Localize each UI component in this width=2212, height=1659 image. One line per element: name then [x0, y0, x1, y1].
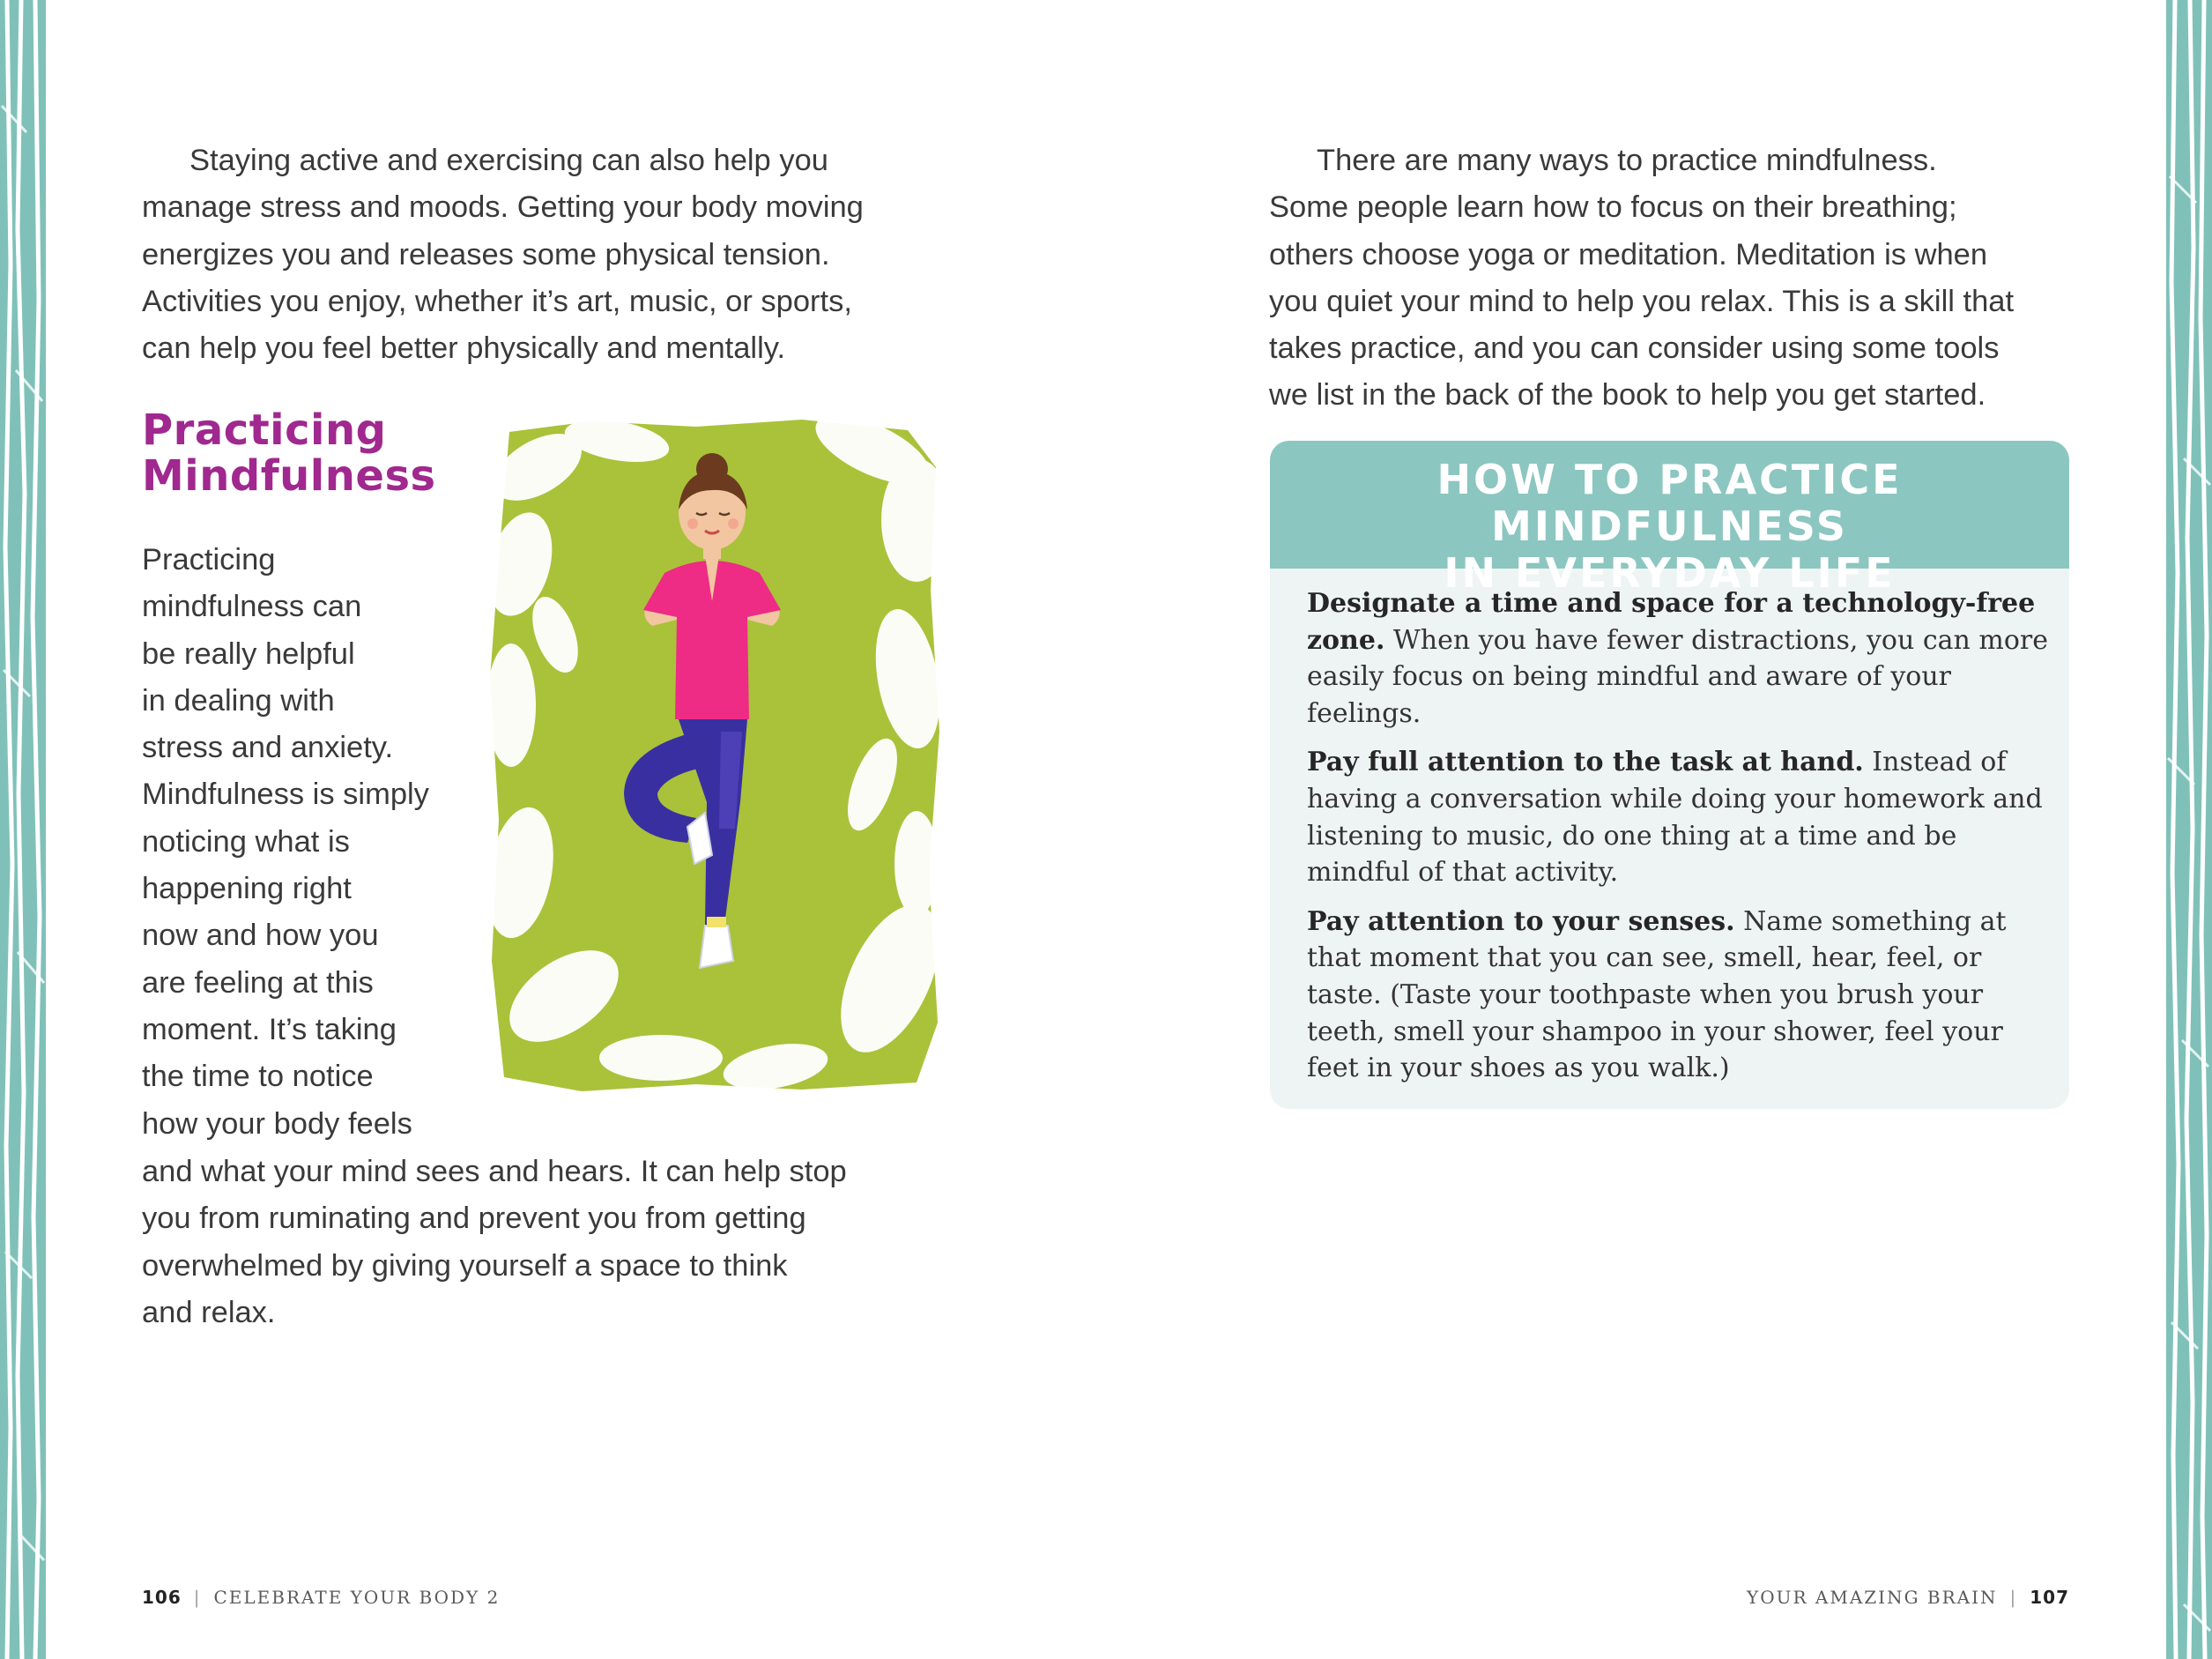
mindfulness-paragraph-wrapped	[142, 537, 494, 1148]
text-line: noticing what is	[142, 824, 350, 859]
text-line: Activities you enjoy, whether it’s art, music, or sports,	[142, 284, 852, 318]
text-line: and relax.	[142, 1295, 276, 1329]
callout-title	[1270, 441, 2069, 597]
page-number: 106	[142, 1587, 182, 1608]
text-line: you quiet your mind to help you relax. This is a skill that	[1269, 284, 2015, 318]
text-line: are feeling at this	[142, 965, 374, 1000]
text-line: you from ruminating and prevent you from getting	[142, 1201, 806, 1236]
callout-body	[1307, 585, 2052, 1099]
right-intro-paragraph	[1269, 138, 2097, 420]
folio-divider: |	[2009, 1587, 2018, 1608]
page-number: 107	[2030, 1587, 2069, 1608]
text-line: manage stress and moods. Getting your body moving	[142, 190, 864, 225]
heading-line: Practicing	[142, 405, 387, 455]
text-line: Some people learn how to focus on their breathing;	[1269, 190, 1957, 225]
text-line: be really helpful	[142, 636, 355, 671]
text-line: Staying active and exercising can also help you	[189, 144, 828, 177]
section-heading	[142, 407, 436, 499]
text-line: takes practice, and you can consider using some tools	[1269, 331, 2000, 366]
text-line: in dealing with	[142, 683, 335, 718]
callout-title-line: HOW TO PRACTICE MINDFULNESS	[1436, 456, 1903, 550]
tree-pose-girl-illustration	[485, 414, 943, 1093]
tip-text: Name something at that moment that you can see, smell, hear, feel, or taste. (Taste your toothpaste when you brush your teeth, smell your shampoo in your shower, feel your feet in your shoes as you walk.)	[1307, 905, 2007, 1084]
text-line: the time to notice	[142, 1060, 374, 1094]
text-line: how your body feels	[142, 1106, 412, 1141]
running-head: CELEBRATE YOUR BODY 2	[213, 1587, 501, 1608]
tip-item	[1307, 585, 2052, 732]
text-line: energizes you and releases some physical tension.	[142, 237, 830, 272]
text-line: Practicing	[142, 543, 276, 577]
tip-lead: Pay attention to your senses.	[1307, 905, 1735, 937]
text-line: stress and anxiety.	[142, 731, 394, 765]
text-line: can help you feel better physically and mentally.	[142, 331, 786, 366]
running-head: YOUR AMAZING BRAIN	[1747, 1587, 1998, 1608]
tip-lead: Designate a time and space for a technology-free zone.	[1307, 588, 2036, 656]
text-line: others choose yoga or meditation. Meditation is when	[1269, 237, 1988, 272]
text-line: we list in the back of the book to help you get started.	[1269, 378, 1986, 413]
text-line: and what your mind sees and hears. It can help stop	[142, 1155, 847, 1188]
right-page-footer	[1747, 1587, 2069, 1608]
text-line: Mindfulness is simply	[142, 777, 429, 812]
right-border-brushstroke	[2166, 0, 2212, 1659]
left-intro-paragraph	[142, 138, 935, 372]
text-line: overwhelmed by giving yourself a space to think	[142, 1248, 788, 1283]
tip-item	[1307, 744, 2052, 890]
tip-text: Instead of having a conversation while doing your homework and listening to music, do one thing at a time and be mindful of that activity.	[1307, 747, 2043, 889]
left-page-footer	[142, 1587, 500, 1608]
callout-title-line: IN EVERYDAY LIFE	[1444, 549, 1896, 597]
heading-line: Mindfulness	[142, 451, 436, 501]
left-border-brushstroke	[0, 0, 46, 1659]
tip-text: When you have fewer distractions, you can more easily focus on being mindful and aware of your feelings.	[1307, 624, 2048, 729]
tip-item	[1307, 904, 2052, 1087]
mindfulness-paragraph-continued	[142, 1149, 935, 1336]
tip-lead: Pay full attention to the task at hand.	[1307, 747, 1864, 778]
text-line: moment. It’s taking	[142, 1012, 397, 1046]
text-line: happening right	[142, 872, 352, 906]
text-line: mindfulness can	[142, 590, 362, 624]
folio-divider: |	[193, 1587, 202, 1608]
mindfulness-tips-callout	[1270, 441, 2069, 1109]
text-line: now and how you	[142, 919, 379, 953]
text-line: There are many ways to practice mindfulness.	[1317, 144, 1937, 177]
